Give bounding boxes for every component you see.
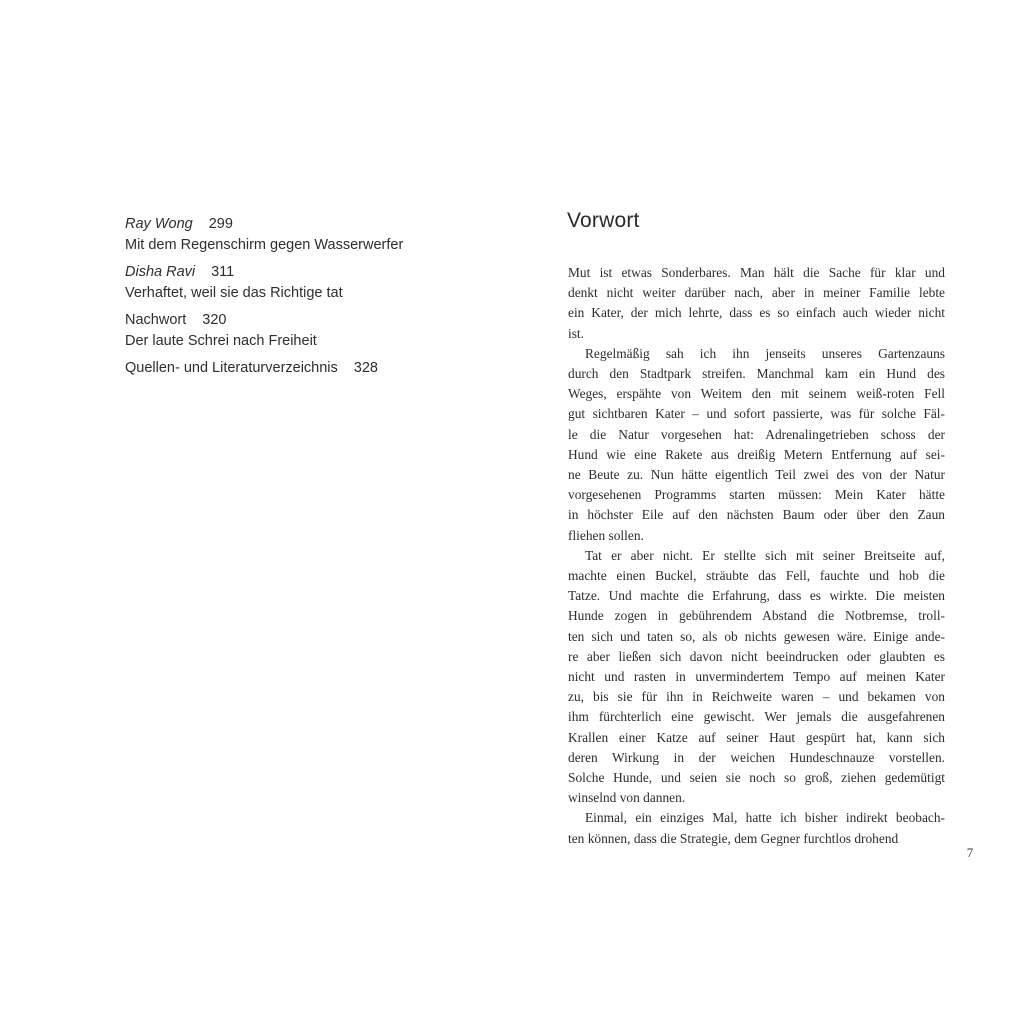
toc-title-line — [125, 262, 430, 283]
body-line: Weges, erspähte von Weitem den mit seinem weiß-roten Fell — [568, 386, 945, 402]
body-line: gut sichtbaren Kater – und sofort passierte, was für solche Fäl- — [568, 406, 945, 422]
body-line: fliehen sollen. — [568, 527, 644, 543]
body-line: ne Beute zu. Nun hätte eigentlich Teil zwei des von der Natur — [568, 467, 945, 483]
preface-body — [568, 263, 945, 849]
body-line: ihm fürchterlich eine gewischt. Wer jemals die ausgefahrenen — [568, 709, 945, 725]
body-line: Hund wie eine Rakete aus dreißig Metern Entfernung auf sei- — [568, 446, 945, 462]
body-line: Krallen einer Katze auf seiner Haut gespürt hat, kann sich — [568, 729, 945, 745]
toc-entry-page: 299 — [208, 216, 233, 232]
toc-entry-page: 311 — [211, 264, 235, 280]
toc-entry — [125, 262, 430, 303]
body-line: winselnd von dannen. — [568, 790, 686, 806]
toc-entry-title: Disha Ravi — [125, 264, 196, 280]
body-line: nicht und rasten in unvermindertem Tempo auf meinen Kater — [568, 669, 945, 685]
toc-entry-title: Nachwort — [125, 312, 187, 328]
body-line: Solche Hunde, und seien sie noch so groß, ziehen gedemütigt — [568, 770, 945, 786]
toc-entry — [125, 358, 430, 379]
body-line: Tatze. Und machte die Erfahrung, dass es wirkte. Die meisten — [568, 588, 945, 604]
body-line: Regelmäßig sah ich ihn jenseits unseres Gartenzauns — [585, 345, 945, 361]
page-number: 7 — [966, 845, 974, 860]
toc-entry — [125, 310, 430, 351]
toc-entry-title: Ray Wong — [125, 216, 193, 232]
body-line: Hunde zogen in gebührendem Abstand die Notbremse, troll- — [568, 608, 945, 624]
body-line: denkt nicht weiter darüber nach, aber in meiner Familie lebte — [568, 285, 945, 301]
body-line: durch den Stadtpark streifen. Manchmal kam ein Hund des — [568, 366, 945, 382]
toc-title-line — [125, 310, 430, 331]
body-line: ein Kater, der mich lehrte, dass es so einfach auch wieder nicht — [568, 305, 945, 321]
body-line: vorgesehenen Programms starten müssen: Mein Kater hätte — [568, 487, 945, 503]
toc-entry-subtitle: Der laute Schrei nach Freiheit — [125, 332, 317, 349]
toc-title-line — [125, 358, 430, 379]
toc-entry-title: Quellen- und Literaturverzeichnis — [125, 360, 338, 376]
body-line: ten sich und taten so, als ob nichts gewesen wäre. Einige ande- — [568, 628, 945, 644]
body-line: ten können, dass die Strategie, dem Gegner furchtlos drohend — [568, 830, 899, 846]
body-line: machte einen Buckel, sträubte das Fell, fauchte und hob die — [568, 568, 945, 584]
toc-entry-subtitle: Verhaftet, weil sie das Richtige tat — [125, 284, 343, 301]
body-line: ist. — [568, 325, 584, 341]
body-line: Mut ist etwas Sonderbares. Man hält die Sache für klar und — [568, 265, 945, 280]
preface-heading: Vorwort — [567, 209, 640, 232]
body-line: zu, bis sie für ihn in Reichweite waren – und bekamen von — [568, 689, 945, 705]
toc-entry-subtitle: Mit dem Regenschirm gegen Wasserwerfer — [125, 236, 404, 253]
body-line: Einmal, ein einziges Mal, hatte ich bisher indirekt beobach- — [585, 810, 945, 826]
toc-list — [125, 214, 430, 386]
toc-entry-page: 328 — [353, 360, 378, 376]
body-line: re aber ließen sich davon nicht beeindrucken oder glaubten es — [568, 648, 945, 664]
toc-entry — [125, 214, 430, 255]
body-line: in höchster Eile auf den nächsten Baum oder über den Zaun — [568, 507, 945, 523]
body-line: le die Natur vorgesehen hat: Adrenalingetrieben schoss der — [568, 426, 945, 442]
body-line: deren Wirkung in der weichen Hundeschnauze vorstellen. — [568, 749, 945, 765]
body-line: Tat er aber nicht. Er stellte sich mit seiner Breitseite auf, — [585, 547, 945, 563]
toc-title-line — [125, 214, 430, 235]
toc-entry-page: 320 — [202, 312, 227, 328]
